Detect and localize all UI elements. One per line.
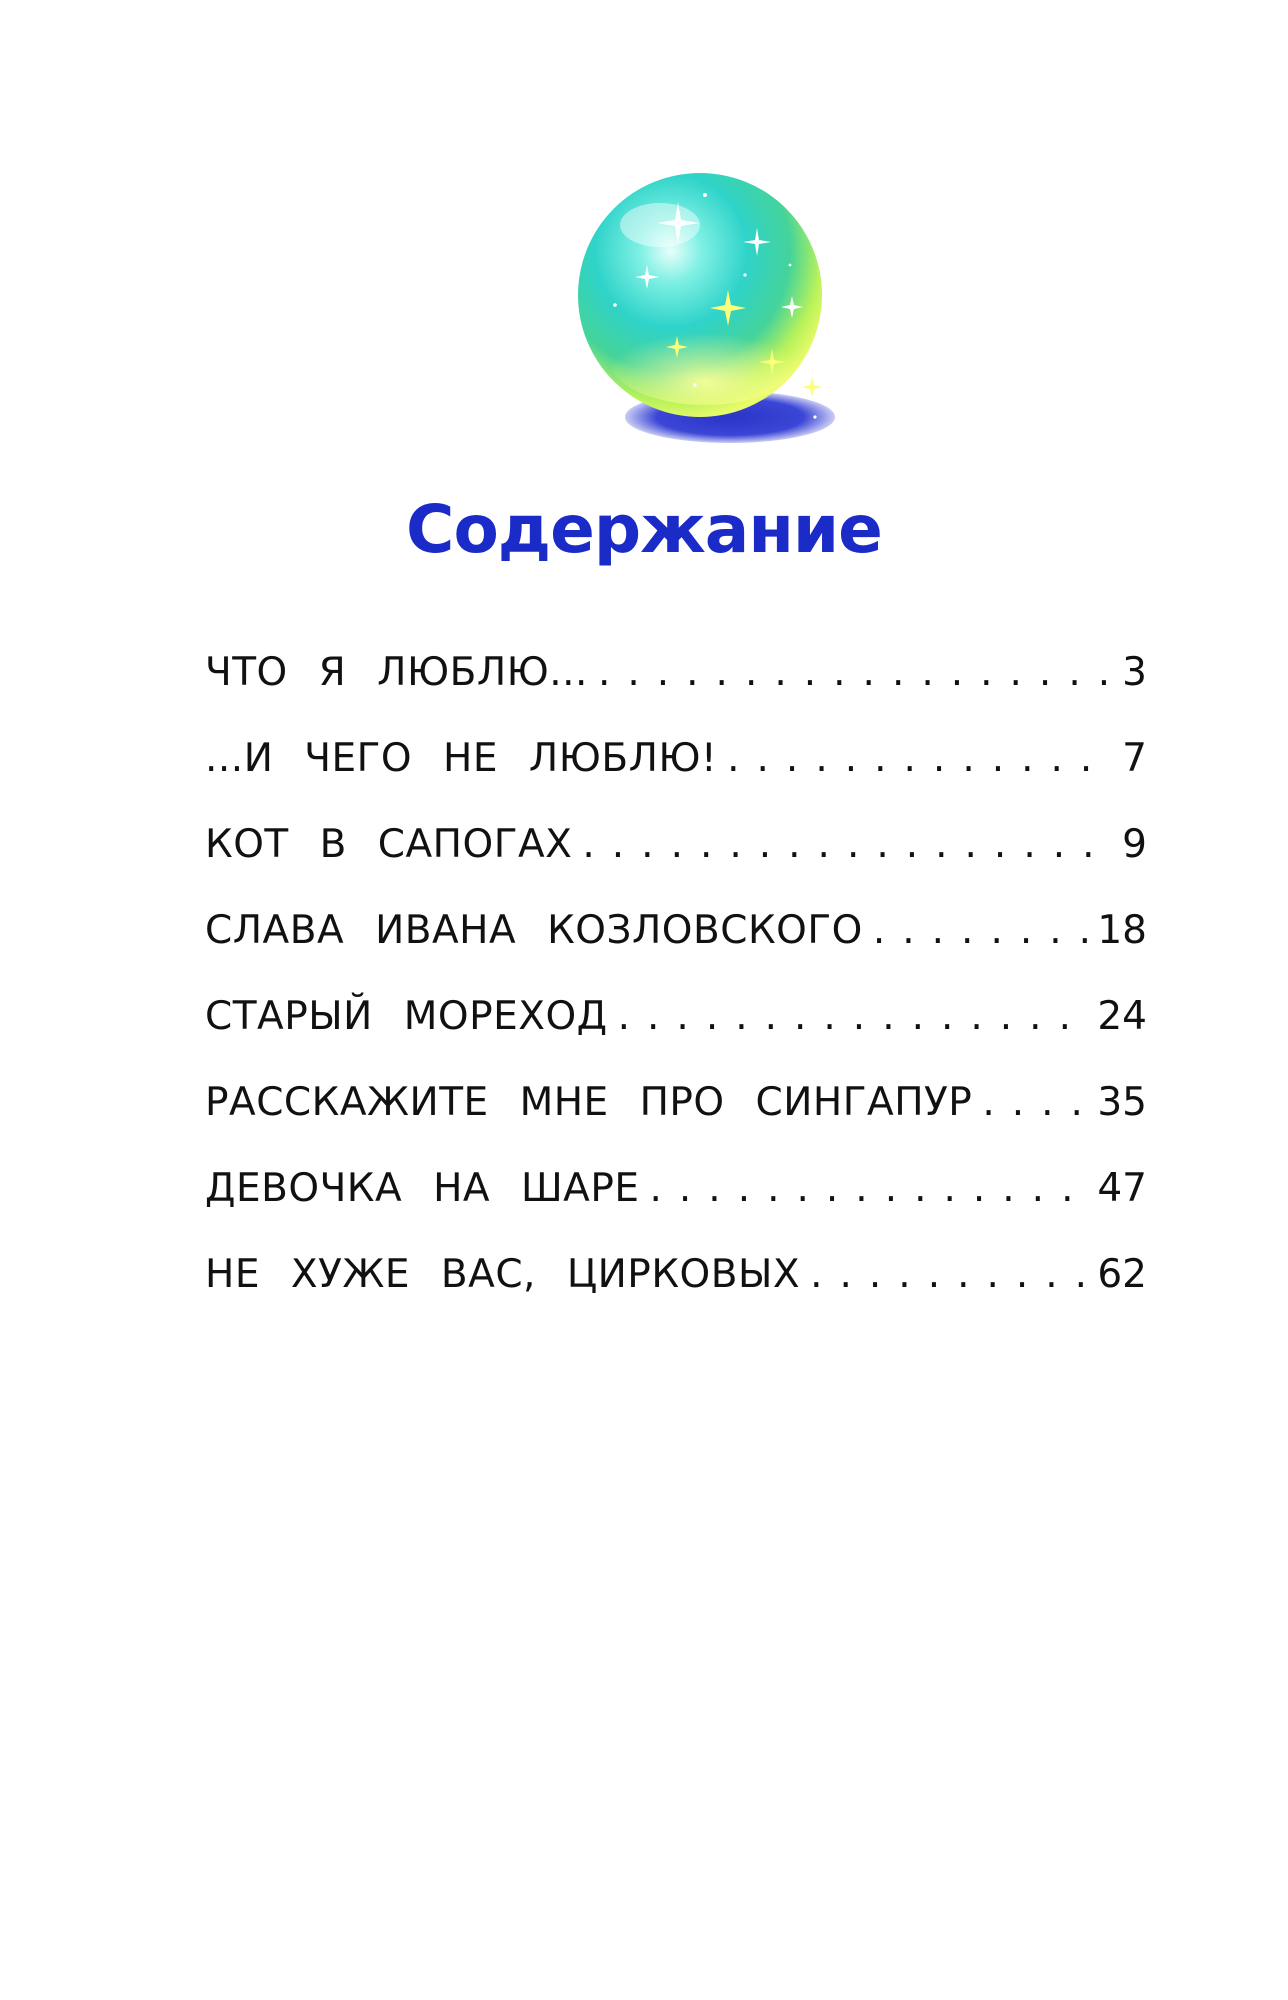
toc-entry-title: СЛАВА ИВАНА КОЗЛОВСКОГО: [205, 908, 863, 953]
toc-entry-page: 24: [1097, 994, 1147, 1039]
toc-entry[interactable]: [205, 650, 1147, 736]
toc-entry[interactable]: [205, 908, 1147, 994]
toc-entry[interactable]: [205, 1080, 1147, 1166]
dot-leader: [873, 908, 1090, 953]
toc-entry-title: РАССКАЖИТЕ МНЕ ПРО СИНГАПУР: [205, 1080, 973, 1125]
toc-entry[interactable]: [205, 1252, 1147, 1338]
toc-entry-title: ...И ЧЕГО НЕ ЛЮБЛЮ!: [205, 736, 718, 781]
dot-leader: [727, 736, 1113, 781]
toc-entry-title: НЕ ХУЖЕ ВАС, ЦИРКОВЫХ: [205, 1252, 801, 1297]
toc-entry-page: 3: [1122, 650, 1147, 695]
toc-entry-title: ДЕВОЧКА НА ШАРЕ: [205, 1166, 640, 1211]
dot-leader: [582, 822, 1113, 867]
toc-entry-page: 47: [1097, 1166, 1147, 1211]
toc-entry-title: СТАРЫЙ МОРЕХОД: [205, 994, 608, 1039]
toc-entry-title: ЧТО Я ЛЮБЛЮ...: [205, 650, 588, 695]
crystal-ball-icon: [555, 155, 865, 445]
toc-entry-title: КОТ В САПОГАХ: [205, 822, 573, 867]
dot-leader: [618, 994, 1090, 1039]
dot-leader: [650, 1166, 1090, 1211]
crystal-ball-illustration: [555, 155, 865, 445]
toc-entry[interactable]: [205, 736, 1147, 822]
toc-entry-page: 35: [1097, 1080, 1147, 1125]
dot-leader: [982, 1080, 1089, 1125]
dot-leader: [598, 650, 1113, 695]
toc-entry-page: 7: [1122, 736, 1147, 781]
toc-entry-page: 18: [1097, 908, 1147, 953]
toc-entry[interactable]: [205, 994, 1147, 1080]
toc-entry[interactable]: [205, 1166, 1147, 1252]
table-of-contents: [205, 650, 1147, 1338]
toc-entry-page: 62: [1097, 1252, 1147, 1297]
dot-leader: [810, 1252, 1089, 1297]
page-title: Содержание: [406, 491, 882, 568]
toc-entry[interactable]: [205, 822, 1147, 908]
toc-entry-page: 9: [1122, 822, 1147, 867]
